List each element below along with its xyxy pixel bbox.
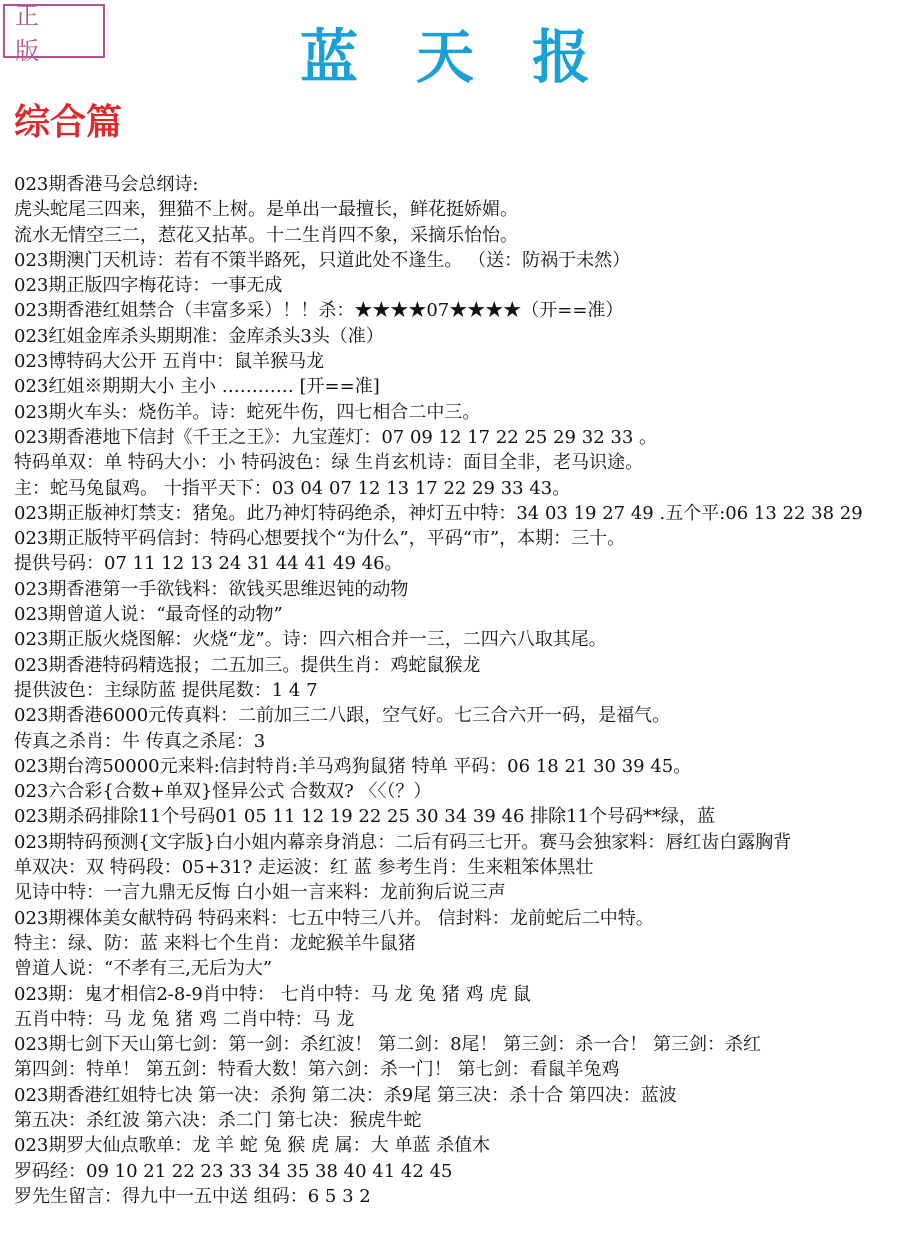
- text-line: 主：蛇马兔鼠鸡。 十指平天下：03 04 07 12 13 17 22 29 33 43。: [14, 477, 571, 499]
- text-line: 023期裸体美女献特码 特码来料：七五中特三八并。 信封料：龙前蛇后二中特。: [14, 907, 654, 929]
- text-line: 023期香港特码精选报；二五加三。提供生肖：鸡蛇鼠猴龙: [14, 654, 481, 676]
- genuine-badge: 正 版: [3, 4, 105, 58]
- text-line: 五肖中特：马 龙 兔 猪 鸡 二肖中特：马 龙: [14, 1008, 355, 1030]
- text-line: 023期特码预测{文字版}白小姐内幕亲身消息：二后有码三七开。赛马会独家料：唇红齿白露胸背: [14, 831, 792, 853]
- text-line: 传真之杀肖：牛 传真之杀尾：3: [14, 730, 266, 752]
- text-line: 罗码经：09 10 21 22 23 33 34 35 38 40 41 42 45: [14, 1160, 453, 1182]
- text-line: 提供号码：07 11 12 13 24 31 44 41 49 46。: [14, 553, 403, 575]
- text-line: 023期正版四字梅花诗：一事无成: [14, 275, 283, 297]
- text-line: 023红姐金库杀头期期准：金库杀头3头（准）: [14, 325, 384, 347]
- text-line: 023期杀码排除11个号码01 05 11 12 19 22 25 30 34 39 46 排除11个号码**绿，蓝: [14, 806, 716, 828]
- text-line: 罗先生留言：得九中一五中送 组码：6 5 3 2: [14, 1185, 371, 1207]
- text-line: 023六合彩{合数+单双}怪异公式 合数双? 〈〈（？）: [14, 781, 432, 803]
- text-line: 流水无情空三二，惹花又拈革。十二生肖四不象，采摘乐怡怡。: [14, 224, 518, 246]
- text-line: 单双决：双 特码段：05+31? 走运波：红 蓝 参考生肖：生来粗笨体黑壮: [14, 857, 594, 879]
- text-line: 023期火车头：烧伤羊。诗：蛇死牛伤，四七相合二中三。: [14, 401, 481, 423]
- text-line: 虎头蛇尾三四来，狸猫不上树。是单出一最擅长，鲜花挺娇媚。: [14, 199, 518, 221]
- text-line: 023期正版神灯禁支：猪兔。此乃神灯特码绝杀，神灯五中特：34 03 19 27 49 .五个平:06 13 22 38 29: [14, 502, 863, 524]
- text-line: 023期澳门天机诗：若有不策半路死，只道此处不逢生。 （送：防祸于未然）: [14, 249, 631, 271]
- text-line: 第四剑：特单！ 第五剑：特看大数！第六剑：杀一门！ 第七剑：看鼠羊兔鸡: [14, 1059, 620, 1081]
- text-line: 见诗中特：一言九鼎无反悔 白小姐一言来料：龙前狗后说三声: [14, 882, 506, 904]
- text-line: 023期正版特平码信封：特码心想要找个“为什么”，平码“市”，本期：三十。: [14, 528, 626, 550]
- text-line: 曾道人说：“不孝有三,无后为大”: [14, 958, 273, 980]
- text-line: 023期正版火烧图解：火烧“龙”。诗：四六相合并一三，二四六八取其尾。: [14, 629, 607, 651]
- text-line: 023期香港马会总纲诗:: [14, 174, 199, 195]
- section-title: 综合篇: [14, 101, 123, 143]
- text-line: 023期台湾50000元来料:信封特肖:羊马鸡狗鼠猪 特单 平码：06 18 21 30 39 45。: [14, 755, 692, 777]
- text-line: 特主：绿、防：蓝 来料七个生肖：龙蛇猴羊牛鼠猪: [14, 932, 416, 954]
- text-line: 023期曾道人说：“最奇怪的动物”: [14, 604, 283, 626]
- text-line: 023期香港红姐禁合（丰富多采）！！杀：★★★★07★★★★（开==准）: [14, 300, 624, 322]
- text-line: 023期：鬼才相信2-8-9肖中特： 七肖中特：马 龙 兔 猪 鸡 虎 鼠: [14, 983, 531, 1005]
- page-title: 蓝天报: [300, 23, 649, 91]
- text-line: 提供波色：主绿防蓝 提供尾数：1 4 7: [14, 679, 318, 701]
- text-line: 023红姐※期期大小 主小 ………… [开==准]: [14, 376, 380, 398]
- text-line: 023期香港第一手欲钱料：欲钱买思维迟钝的动物: [14, 578, 409, 600]
- text-line: 特码单双：单 特码大小：小 特码波色：绿 生肖玄机诗：面目全非，老马识途。: [14, 452, 644, 474]
- text-line: 第五决：杀红波 第六决：杀二门 第七决：猴虎牛蛇: [14, 1109, 422, 1131]
- content-body: [14, 172, 898, 1209]
- text-line: 023期香港6000元传真料：二前加三二八跟，空气好。七三合六开一码，是福气。: [14, 705, 671, 727]
- text-line: 023期香港地下信封《千王之王》：九宝莲灯：07 09 12 17 22 25 29 32 33 。: [14, 426, 657, 448]
- text-line: 023期罗大仙点歌单：龙 羊 蛇 兔 猴 虎 属：大 单蓝 杀值木: [14, 1135, 491, 1157]
- text-line: 023期香港红姐特七决 第一决：杀狗 第二决：杀9尾 第三决：杀十合 第四决：蓝波: [14, 1084, 677, 1106]
- text-line: 023期七剑下天山第七剑：第一剑：杀红波！ 第二剑：8尾！ 第三剑：杀一合！ 第三剑：杀红: [14, 1034, 761, 1056]
- text-line: 023博特码大公开 五肖中：鼠羊猴马龙: [14, 351, 325, 373]
